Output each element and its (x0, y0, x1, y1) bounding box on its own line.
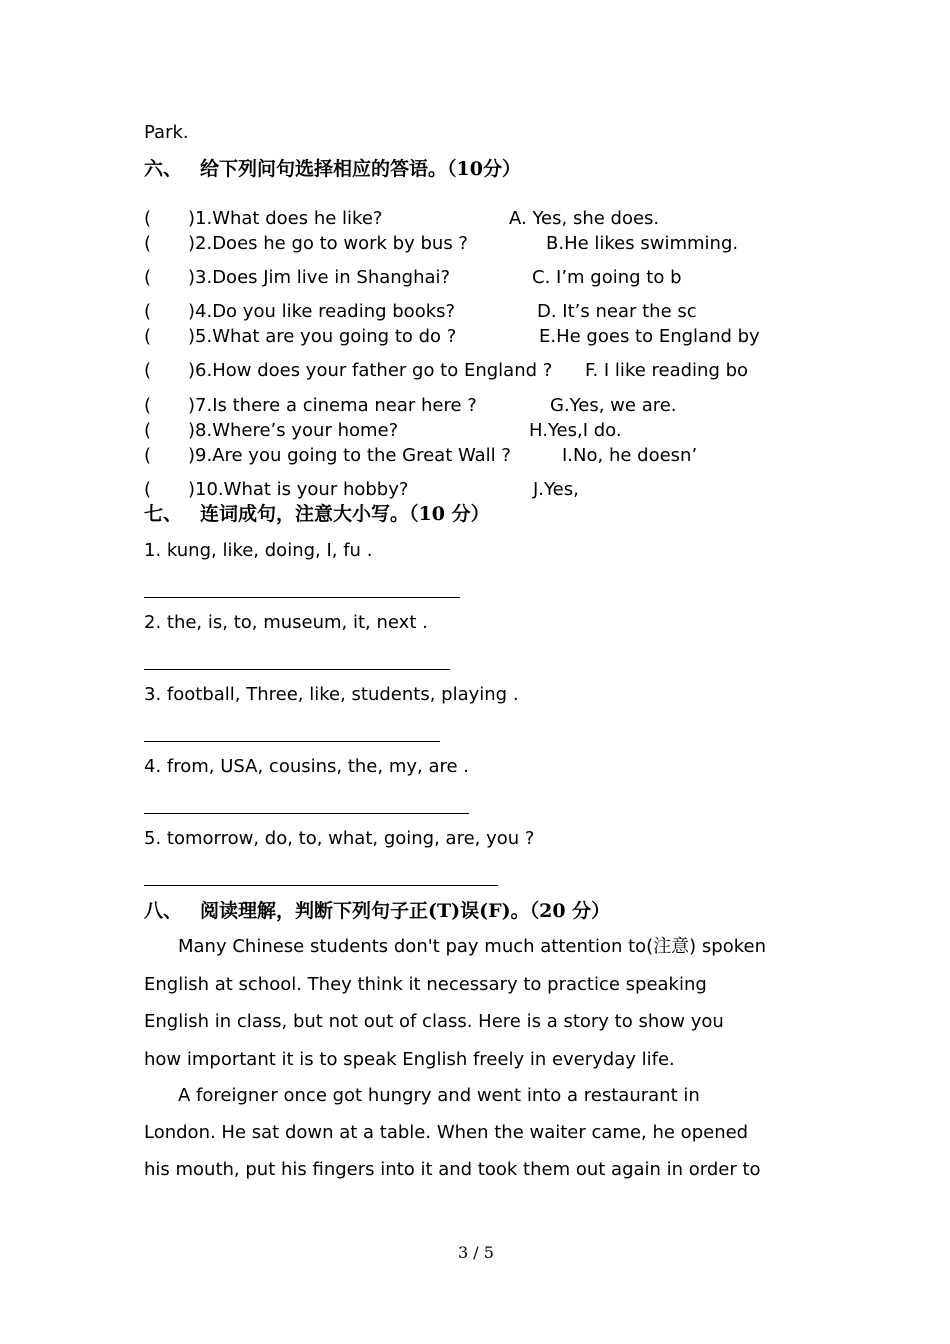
answer-blank[interactable]: ( (144, 395, 152, 416)
answer-blank[interactable]: ( (144, 420, 152, 441)
answer-option-a: A. Yes, she does. (509, 208, 660, 229)
passage-line: his mouth, put his fingers into it and took them out again in order to (144, 1159, 761, 1180)
scrambled-sentence-5: 5. tomorrow, do, to, what, going, are, you ? (144, 828, 535, 849)
question-8: )8.Where’s your home? (188, 420, 399, 441)
answer-option-j: J.Yes, (533, 479, 579, 500)
passage-line: English in class, but not out of class. Here is a story to show you (144, 1011, 724, 1032)
answer-line-3[interactable] (144, 741, 440, 742)
answer-blank[interactable]: ( (144, 267, 152, 288)
section7-number: 七、 (144, 503, 183, 525)
question-10: )10.What is your hobby? (188, 479, 409, 500)
question-2: )2.Does he go to work by bus ? (188, 233, 468, 254)
answer-line-5[interactable] (144, 885, 498, 886)
question-6: )6.How does your father go to England ? (188, 360, 553, 381)
passage-line: how important it is to speak English freely in everyday life. (144, 1049, 675, 1070)
question-1: )1.What does he like? (188, 208, 383, 229)
answer-blank[interactable]: ( (144, 479, 152, 500)
answer-option-g: G.Yes, we are. (550, 395, 677, 416)
answer-blank[interactable]: ( (144, 301, 152, 322)
passage-line: London. He sat down at a table. When the waiter came, he opened (144, 1122, 749, 1143)
answer-line-1[interactable] (144, 597, 460, 598)
answer-option-f: F. I like reading bo (585, 360, 749, 381)
section8-heading (144, 902, 610, 921)
question-5: )5.What are you going to do ? (188, 326, 457, 347)
answer-line-2[interactable] (144, 669, 450, 670)
scrambled-sentence-1: 1. kung, like, doing, I, fu . (144, 540, 373, 561)
passage-line: Many Chinese students don't pay much attention to(注意) spoken (178, 936, 767, 957)
section7-title: 连词成句，注意大小写。（10 分） (200, 503, 490, 525)
passage-line: English at school. They think it necessary to practice speaking (144, 974, 707, 995)
answer-blank[interactable]: ( (144, 445, 152, 466)
answer-option-h: H.Yes,I do. (529, 420, 622, 441)
passage-line: A foreigner once got hungry and went into a restaurant in (178, 1085, 700, 1106)
answer-option-i: I.No, he doesn’ (562, 445, 698, 466)
answer-option-b: B.He likes swimming. (546, 233, 739, 254)
page-number: 3 / 5 (458, 1243, 494, 1262)
answer-option-e: E.He goes to England by (539, 326, 760, 347)
section7-heading (144, 505, 490, 524)
scrambled-sentence-4: 4. from, USA, cousins, the, my, are . (144, 756, 470, 777)
section8-title: 阅读理解，判断下列句子正(T)误(F)。（20 分） (200, 900, 611, 922)
question-9: )9.Are you going to the Great Wall ? (188, 445, 511, 466)
scrambled-sentence-3: 3. football, Three, like, students, playing . (144, 684, 519, 705)
answer-line-4[interactable] (144, 813, 469, 814)
answer-blank[interactable]: ( (144, 326, 152, 347)
section8-number: 八、 (144, 900, 183, 922)
section6-heading (144, 160, 521, 179)
answer-blank[interactable]: ( (144, 233, 152, 254)
section6-title: 给下列问句选择相应的答语。（10分） (200, 158, 521, 180)
answer-option-d: D. It’s near the sc (537, 301, 697, 322)
top-fragment: Park. (144, 122, 189, 143)
section6-number: 六、 (144, 158, 183, 180)
question-3: )3.Does Jim live in Shanghai? (188, 267, 451, 288)
question-7: )7.Is there a cinema near here ? (188, 395, 477, 416)
question-4: )4.Do you like reading books? (188, 301, 456, 322)
answer-option-c: C. I’m going to b (532, 267, 682, 288)
scrambled-sentence-2: 2. the, is, to, museum, it, next . (144, 612, 428, 633)
answer-blank[interactable]: ( (144, 360, 152, 381)
answer-blank[interactable]: ( (144, 208, 152, 229)
